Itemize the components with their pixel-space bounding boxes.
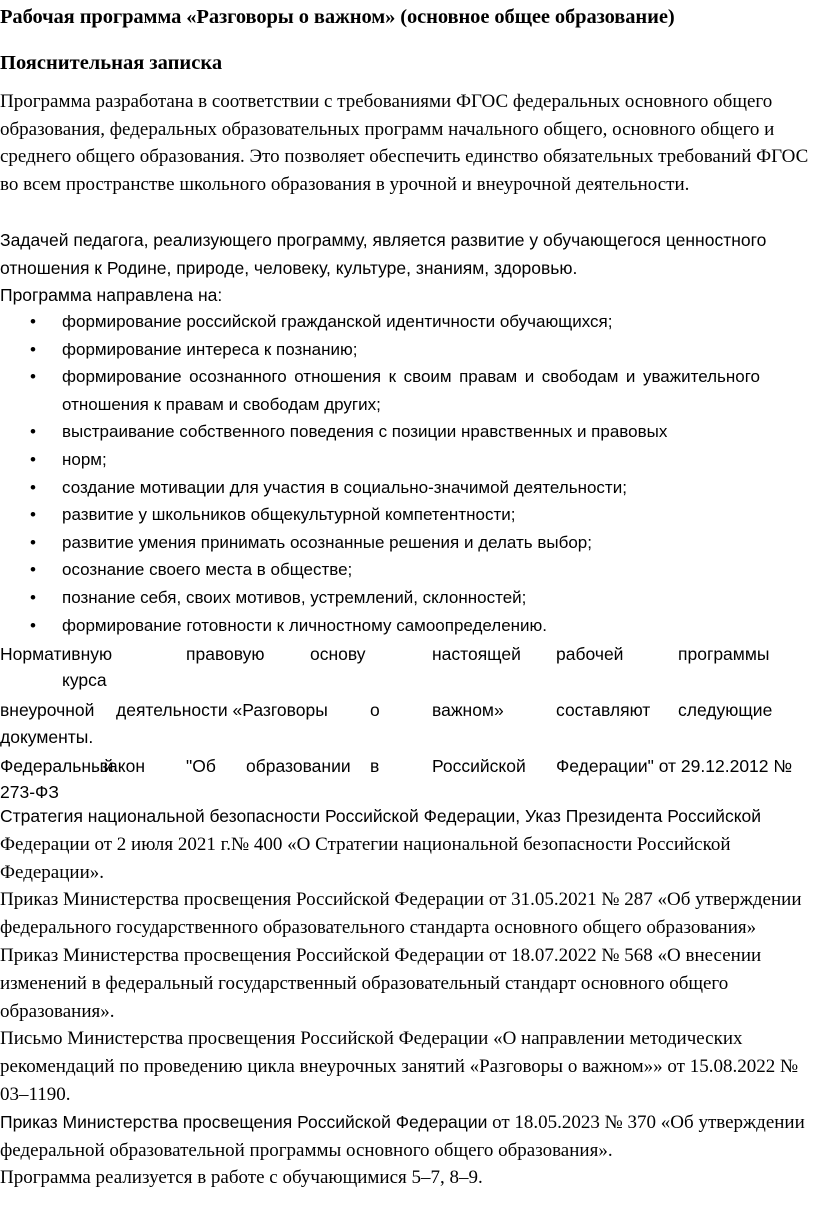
list-item: • создание мотивации для участия в социально-значимой деятельности; <box>0 474 760 502</box>
list-item: • формирование интереса к познанию; <box>0 336 760 364</box>
law-line-1: Федеральный закон "Об образовании в Российской Федерации" от 29.12.2012 № <box>0 756 793 776</box>
document-item: Стратегия национальной безопасности Российской Федерации, Указ Президента Российской Федерации от 2 июля 2021 г.№ 400 «О Стратегии национальной безопасности Российской Федерации». <box>0 806 762 883</box>
list-item: • норм; <box>0 446 760 474</box>
document-title: Рабочая программа «Разговоры о важном» (основное общее образование) <box>0 6 675 28</box>
bullet-icon: • <box>30 505 36 525</box>
document-item: Программа реализуется в работе с обучающимися 5–7, 8–9. <box>0 1167 483 1189</box>
aims-list <box>0 308 760 639</box>
document-item: Письмо Министерства просвещения Российской Федерации «О направлении методических рекомендаций по проведению цикла внеурочных занятий «Разговоры о важном»» от 15.08.2022 № 03–1190. <box>0 1028 799 1105</box>
normative-line-2b: документы. <box>0 727 94 747</box>
bullet-icon: • <box>30 587 36 607</box>
document-item: Приказ Министерства просвещения Российской Федерации от 18.05.2023 № 370 «Об утверждении федеральной образовательной программы основного общего образования». <box>0 1111 805 1161</box>
document-item: Приказ Министерства просвещения Российской Федерации от 31.05.2021 № 287 «Об утверждении федерального государственного образовательного стандарта основного общего образования» <box>0 889 802 939</box>
section-heading: Пояснительная записка <box>0 52 223 74</box>
bullet-icon: • <box>30 615 36 635</box>
bullet-icon: • <box>30 449 36 469</box>
list-item: • развитие у школьников общекультурной компетентности; <box>0 501 760 529</box>
bullet-icon: • <box>30 560 36 580</box>
normative-line-2: внеурочной деятельности «Разговоры о важном» составляют следующие <box>0 700 773 720</box>
task-paragraph: Задачей педагога, реализующего программу, является развитие у обучающегося ценностного отношения к Родине, природе, человеку, культуре, знаниям, здоровью. <box>0 230 767 278</box>
list-item: • формирование осознанного отношения к своим правам и свободам и уважительного отношения к правам и свободам других; <box>0 363 760 418</box>
aim-paragraph: Программа направлена на: <box>0 285 223 305</box>
intro-paragraph: Программа разработана в соответствии с требованиями ФГОС федеральных основного общего образования, федеральных образовательных программ начального общего, основного общего и среднего общего образования. Это позволяет обеспечить единство обязательных требований ФГОС во всем пространстве школьного образования в урочной и внеурочной деятельности. <box>0 91 809 195</box>
bullet-icon: • <box>30 477 36 497</box>
bullet-icon: • <box>30 532 36 552</box>
bullet-icon: • <box>30 422 36 442</box>
list-item: • выстраивание собственного поведения с позиции нравственных и правовых <box>0 418 760 446</box>
list-item: • развитие умения принимать осознанные решения и делать выбор; <box>0 529 760 557</box>
normative-line-1b: курса <box>62 670 107 690</box>
document-item: Приказ Министерства просвещения Российской Федерации от 18.07.2022 № 568 «О внесении изменений в федеральный государственный образовательный стандарт основного общего образования». <box>0 944 762 1022</box>
bullet-icon: • <box>30 339 36 359</box>
bullet-icon: • <box>30 367 36 387</box>
law-line-1b: 273-ФЗ <box>0 782 59 802</box>
list-item: • формирование готовности к личностному самоопределению. <box>0 612 760 640</box>
documents-list <box>0 803 812 1192</box>
list-item: • познание себя, своих мотивов, устремлений, склонностей; <box>0 584 760 612</box>
normative-line-1: Нормативную правовую основу настоящей рабочей программы <box>0 644 770 664</box>
list-item: • формирование российской гражданской идентичности обучающихся; <box>0 308 760 336</box>
bullet-icon: • <box>30 312 36 331</box>
list-item: • осознание своего места в обществе; <box>0 556 760 584</box>
